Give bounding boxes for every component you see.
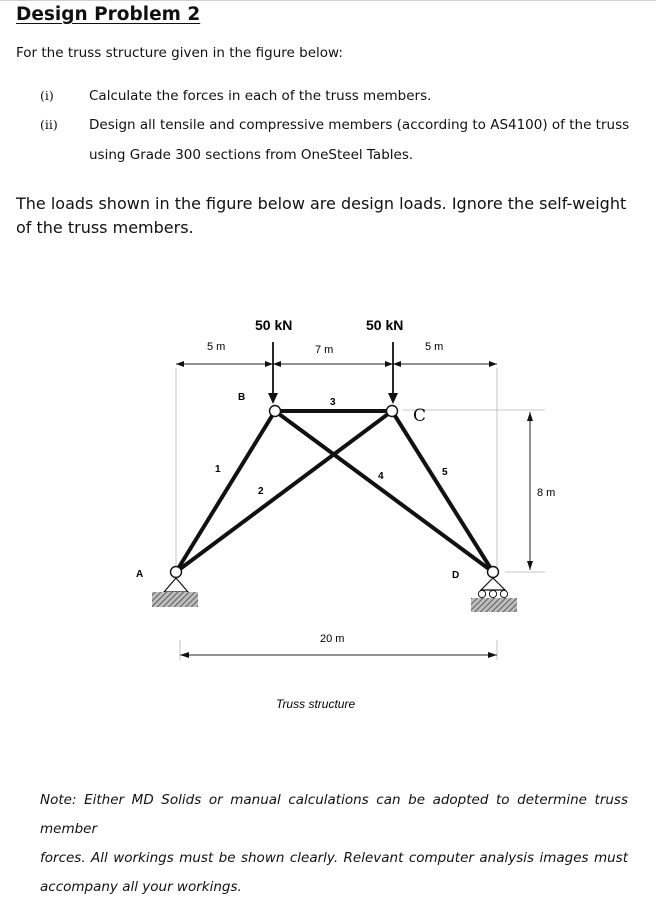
- member-2: [176, 411, 392, 572]
- dim-arrow-left-end: [176, 361, 184, 367]
- roller-wheel-1: [478, 590, 485, 597]
- load-label-b: 50 kN: [255, 317, 293, 333]
- member-label-3: 3: [330, 397, 336, 408]
- joint-d: [488, 567, 499, 578]
- member-label-2: 2: [258, 486, 264, 497]
- task-1-text: Calculate the forces in each of the truss members.: [89, 88, 432, 104]
- height-arrow-top: [527, 412, 533, 421]
- span-arrow-left: [180, 652, 189, 658]
- load-arrowhead-c: [388, 393, 398, 404]
- dim-label-middle: 7 m: [315, 344, 334, 356]
- task-2-text-line2: using Grade 300 sections from OneSteel Tables.: [89, 147, 414, 163]
- dim-arrow-b-left: [265, 361, 273, 367]
- task-1-number: (i): [40, 88, 54, 103]
- roller-wheel-3: [500, 590, 507, 597]
- node-label-d: D: [452, 570, 460, 581]
- load-arrowhead-b: [268, 393, 278, 404]
- member-label-4: 4: [378, 471, 384, 482]
- height-arrow-bottom: [527, 561, 533, 570]
- note-line-1: Note: Either MD Solids or manual calculations can be adopted to determine truss member: [40, 792, 628, 837]
- roller-support-d: [481, 578, 505, 590]
- note-block: [40, 786, 628, 902]
- dim-label-height: 8 m: [537, 487, 556, 499]
- task-2-text-line1: Design all tensile and compressive members (according to AS4100) of the truss: [89, 117, 630, 133]
- load-label-c: 50 kN: [366, 317, 404, 333]
- pin-support-a: [164, 578, 188, 592]
- loads-statement: The loads shown in the figure below are design loads. Ignore the self-weight of the truss members.: [16, 194, 627, 237]
- node-label-c: C: [413, 406, 427, 426]
- node-label-b: B: [238, 392, 246, 403]
- member-4: [275, 411, 493, 572]
- joint-c: [387, 406, 398, 417]
- joint-a: [171, 567, 182, 578]
- figure-caption: Truss structure: [276, 697, 356, 711]
- dim-arrow-c-left: [385, 361, 393, 367]
- note-line-2: forces. All workings must be shown clearly. Relevant computer analysis images must: [40, 850, 628, 866]
- roller-wheel-2: [489, 590, 496, 597]
- ground-hatch-a: [152, 592, 198, 607]
- intro-text: For the truss structure given in the figure below:: [16, 45, 343, 61]
- dim-label-right: 5 m: [425, 341, 444, 353]
- member-label-5: 5: [442, 467, 448, 478]
- page-title: Design Problem 2: [16, 4, 201, 25]
- ground-hatch-d: [471, 598, 517, 612]
- note-line-3: accompany all your workings.: [40, 879, 242, 895]
- dim-label-span: 20 m: [320, 633, 345, 645]
- joint-b: [270, 406, 281, 417]
- dim-arrow-right-end: [489, 361, 497, 367]
- task-2-number: (ii): [40, 117, 58, 132]
- node-label-a: A: [136, 569, 144, 580]
- member-label-1: 1: [215, 464, 221, 475]
- member-5: [392, 411, 493, 572]
- dim-label-left: 5 m: [207, 341, 226, 353]
- dim-arrow-b-right: [273, 361, 281, 367]
- dim-arrow-c-right: [393, 361, 401, 367]
- span-arrow-right: [488, 652, 497, 658]
